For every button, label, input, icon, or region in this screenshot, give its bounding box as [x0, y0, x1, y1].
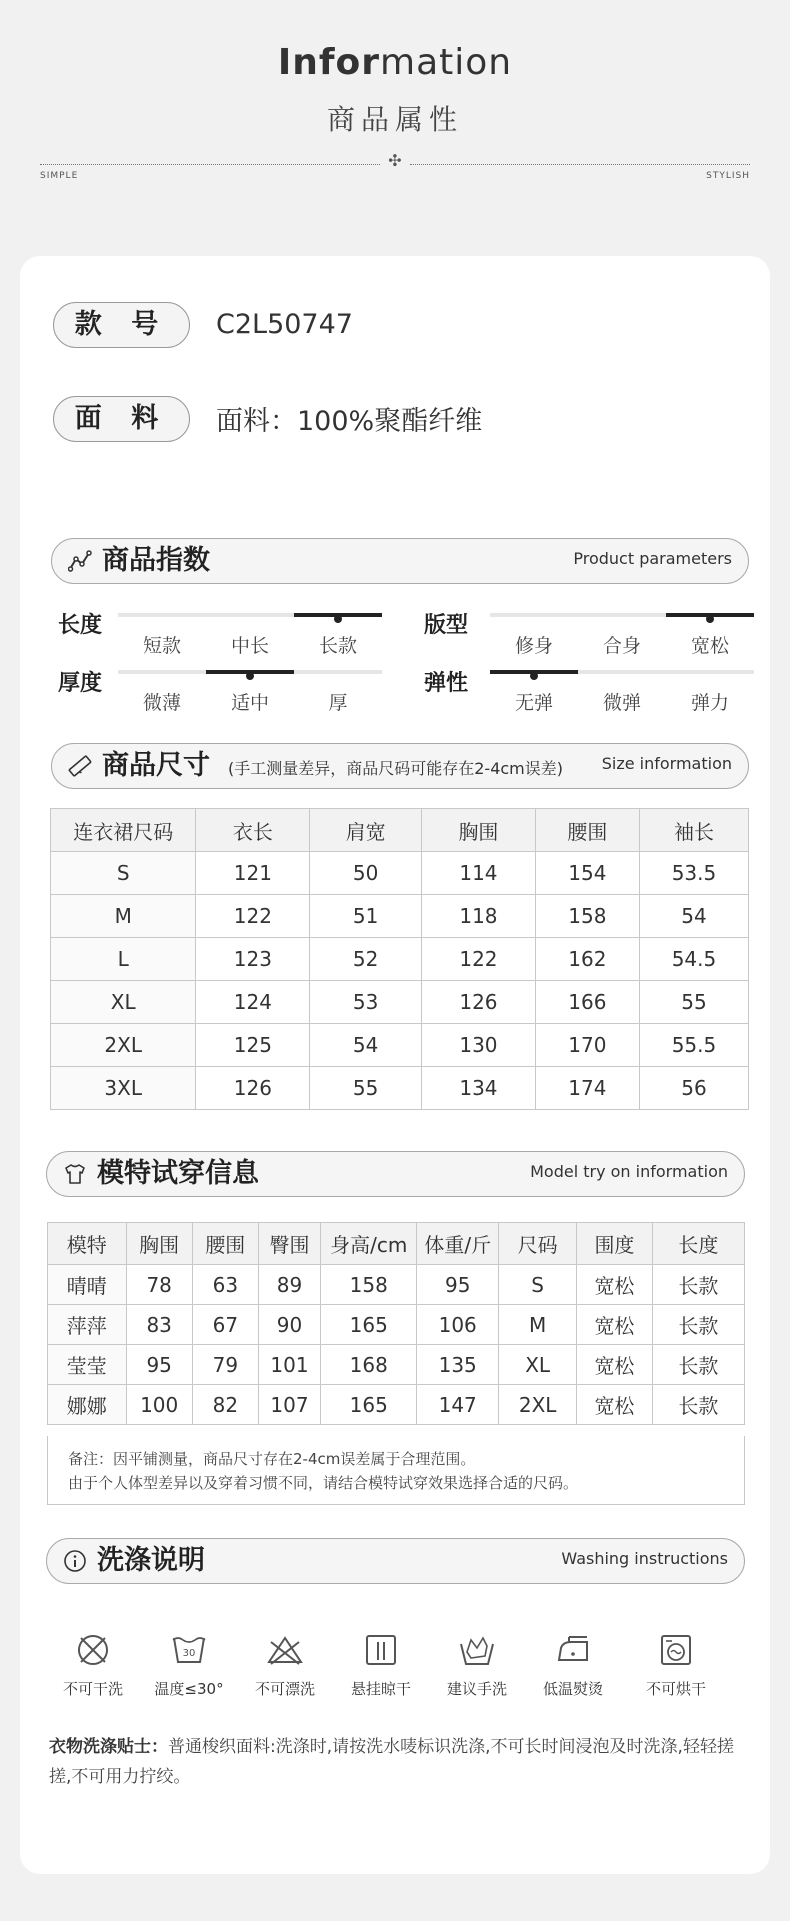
table-cell: 114 [422, 852, 536, 895]
style-number-value: C2L50747 [216, 309, 353, 340]
no-bleach-icon [265, 1630, 305, 1670]
table-cell: 53.5 [639, 852, 748, 895]
table-cell: 121 [196, 852, 310, 895]
param-option: 弹力 [690, 692, 729, 714]
care-tips-label: 衣物洗涤贴士： [49, 1737, 168, 1757]
table-cell: M [499, 1305, 577, 1345]
table-cell: 3XL [51, 1067, 196, 1110]
model-header-cell: 腰围 [192, 1223, 258, 1265]
table-cell: S [499, 1265, 577, 1305]
param-option: 中长 [230, 635, 269, 657]
table-cell: 124 [196, 981, 310, 1024]
care-tips-text: 普通梭织面料:洗涤时,请按洗水唛标识洗涤,不可长时间浸泡及时洗涤,轻轻搓搓,不可用力拧绞。 [49, 1737, 734, 1787]
size-header-cell: 连衣裙尺码 [51, 809, 196, 852]
wash-label: 悬挂晾干 [350, 1680, 411, 1698]
table-cell: 165 [321, 1305, 417, 1345]
table-cell: XL [51, 981, 196, 1024]
model-info-title: 模特试穿信息 [97, 1158, 259, 1189]
param-label: 弹性 [424, 671, 469, 696]
svg-text:30: 30 [182, 1648, 196, 1659]
table-cell: 54.5 [639, 938, 748, 981]
table-cell: 100 [126, 1385, 192, 1425]
washing-title: 洗涤说明 [97, 1545, 205, 1576]
table-cell: 107 [258, 1385, 320, 1425]
param-option: 微弹 [602, 692, 641, 714]
size-info-header [51, 743, 749, 789]
table-cell: 55 [310, 1067, 422, 1110]
wash-label: 低温熨烫 [542, 1680, 603, 1698]
table-cell: 135 [417, 1345, 499, 1385]
model-table [47, 1222, 745, 1425]
divider-left [40, 164, 380, 165]
table-cell: 130 [422, 1024, 536, 1067]
washing-header [46, 1538, 745, 1584]
table-cell: 52 [310, 938, 422, 981]
wash-item [245, 1630, 325, 1699]
low-iron-icon [553, 1630, 593, 1670]
wash-item [149, 1630, 229, 1699]
table-row [48, 1345, 745, 1385]
table-cell: 宽松 [577, 1345, 653, 1385]
table-cell: 174 [535, 1067, 639, 1110]
table-cell: 2XL [51, 1024, 196, 1067]
title-rest: mation [380, 42, 513, 83]
table-cell: 125 [196, 1024, 310, 1067]
table-cell: 67 [192, 1305, 258, 1345]
table-cell: 宽松 [577, 1305, 653, 1345]
table-cell: 2XL [499, 1385, 577, 1425]
table-cell: 165 [321, 1385, 417, 1425]
table-cell: L [51, 938, 196, 981]
table-cell: 娜娜 [48, 1385, 127, 1425]
param-option: 短款 [142, 635, 181, 657]
param-option: 合身 [602, 635, 641, 657]
table-cell: 长款 [652, 1345, 744, 1385]
model-note-2: 由于个人体型差异以及穿着习惯不同，请结合模特试穿效果选择合适的尺码。 [68, 1474, 579, 1492]
table-cell: 82 [192, 1385, 258, 1425]
fabric-label: 面 料 [53, 396, 190, 442]
param-label: 长度 [58, 613, 103, 638]
table-cell: 168 [321, 1345, 417, 1385]
no-tumble-dry-icon [656, 1630, 696, 1670]
model-header-row [48, 1223, 745, 1265]
table-cell: 95 [417, 1265, 499, 1305]
crosshair-icon: ✣ [388, 151, 402, 170]
param-option: 修身 [514, 635, 553, 657]
table-cell: 晴晴 [48, 1265, 127, 1305]
shirt-icon [63, 1162, 87, 1186]
ruler-icon [68, 754, 92, 778]
fabric-value: 面料：100%聚酯纤维 [216, 406, 483, 437]
model-header-cell: 体重/斤 [417, 1223, 499, 1265]
wash-item [341, 1630, 421, 1699]
table-cell: 126 [196, 1067, 310, 1110]
table-cell: 170 [535, 1024, 639, 1067]
model-header-cell: 身高/cm [321, 1223, 417, 1265]
product-parameters-title-en: Product parameters [573, 549, 732, 568]
table-cell: 89 [258, 1265, 320, 1305]
size-table [50, 808, 749, 1110]
simple-tag: SIMPLE [40, 171, 79, 181]
param-option: 无弹 [514, 692, 553, 714]
hand-wash-icon [457, 1630, 497, 1670]
table-cell: 55 [639, 981, 748, 1024]
page-title [0, 42, 790, 83]
table-cell: XL [499, 1345, 577, 1385]
table-cell: M [51, 895, 196, 938]
wash-label: 不可干洗 [62, 1680, 123, 1698]
param-option: 宽松 [690, 635, 729, 657]
table-row [51, 1067, 749, 1110]
table-cell: 95 [126, 1345, 192, 1385]
model-header-cell: 长度 [652, 1223, 744, 1265]
table-row [51, 981, 749, 1024]
model-info-title-en: Model try on information [530, 1162, 728, 1181]
table-cell: 53 [310, 981, 422, 1024]
table-cell: 79 [192, 1345, 258, 1385]
table-cell: 158 [535, 895, 639, 938]
table-cell: 长款 [652, 1265, 744, 1305]
table-row [48, 1305, 745, 1345]
param-option: 长款 [318, 635, 357, 657]
product-parameters-title: 商品指数 [102, 545, 210, 576]
size-header-cell: 衣长 [196, 809, 310, 852]
param-selected-dot [246, 672, 254, 680]
table-cell: 147 [417, 1385, 499, 1425]
table-cell: 63 [192, 1265, 258, 1305]
table-cell: 宽松 [577, 1385, 653, 1425]
table-cell: 莹莹 [48, 1345, 127, 1385]
info-circle-icon [63, 1549, 87, 1573]
table-cell: 126 [422, 981, 536, 1024]
param-label: 版型 [424, 613, 469, 638]
size-info-title-en: Size information [601, 754, 732, 773]
wash-item [437, 1630, 517, 1699]
param-option: 适中 [230, 692, 269, 714]
param-option: 厚 [328, 692, 348, 714]
product-parameters-header [51, 538, 749, 584]
care-tips [49, 1732, 755, 1792]
trend-line-icon [68, 549, 92, 573]
title-bold: Infor [277, 42, 381, 83]
table-cell: S [51, 852, 196, 895]
no-dry-clean-icon [73, 1630, 113, 1670]
wash-item [53, 1630, 133, 1699]
param-selected-dot [706, 615, 714, 623]
table-cell: 134 [422, 1067, 536, 1110]
table-cell: 宽松 [577, 1265, 653, 1305]
table-cell: 56 [639, 1067, 748, 1110]
table-cell: 118 [422, 895, 536, 938]
wash-30-icon [169, 1630, 209, 1670]
table-row [51, 938, 749, 981]
table-cell: 106 [417, 1305, 499, 1345]
table-cell: 50 [310, 852, 422, 895]
table-cell: 166 [535, 981, 639, 1024]
size-header-cell: 胸围 [422, 809, 536, 852]
table-row [51, 895, 749, 938]
table-cell: 162 [535, 938, 639, 981]
style-number-label: 款 号 [53, 302, 190, 348]
param-selected-dot [334, 615, 342, 623]
wash-label: 不可烘干 [645, 1680, 706, 1698]
page-subtitle: 商品属性 [326, 103, 463, 136]
size-info-note: (手工测量差异，商品尺码可能存在2-4cm误差) [228, 759, 564, 778]
model-header-cell: 胸围 [126, 1223, 192, 1265]
table-cell: 萍萍 [48, 1305, 127, 1345]
size-header-row [51, 809, 749, 852]
table-cell: 54 [639, 895, 748, 938]
table-cell: 长款 [652, 1305, 744, 1345]
model-header-cell: 臀围 [258, 1223, 320, 1265]
table-cell: 83 [126, 1305, 192, 1345]
table-row [48, 1265, 745, 1305]
model-info-header [46, 1151, 745, 1197]
param-selected-dot [530, 672, 538, 680]
model-header-cell: 围度 [577, 1223, 653, 1265]
table-cell: 90 [258, 1305, 320, 1345]
table-cell: 122 [422, 938, 536, 981]
size-header-cell: 肩宽 [310, 809, 422, 852]
table-cell: 78 [126, 1265, 192, 1305]
table-cell: 101 [258, 1345, 320, 1385]
size-info-title: 商品尺寸 [102, 750, 210, 781]
size-header-cell: 袖长 [639, 809, 748, 852]
stylish-tag: STYLISH [706, 171, 750, 181]
param-label: 厚度 [58, 671, 103, 696]
washing-title-en: Washing instructions [561, 1549, 728, 1568]
divider-right [410, 164, 750, 165]
hang-dry-icon [361, 1630, 401, 1670]
wash-item [636, 1630, 716, 1699]
table-cell: 51 [310, 895, 422, 938]
model-note-box [47, 1436, 745, 1505]
table-row [51, 1024, 749, 1067]
table-cell: 154 [535, 852, 639, 895]
table-cell: 158 [321, 1265, 417, 1305]
wash-label: 建议手洗 [446, 1680, 507, 1698]
table-cell: 122 [196, 895, 310, 938]
wash-item [533, 1630, 613, 1699]
model-header-cell: 尺码 [499, 1223, 577, 1265]
wash-label: 不可漂洗 [254, 1680, 315, 1698]
table-cell: 长款 [652, 1385, 744, 1425]
table-cell: 123 [196, 938, 310, 981]
param-option: 微薄 [142, 692, 181, 714]
model-header-cell: 模特 [48, 1223, 127, 1265]
model-note-1: 备注：因平铺测量，商品尺寸存在2-4cm误差属于合理范围。 [68, 1450, 476, 1468]
table-cell: 55.5 [639, 1024, 748, 1067]
table-cell: 54 [310, 1024, 422, 1067]
size-header-cell: 腰围 [535, 809, 639, 852]
table-row [48, 1385, 745, 1425]
wash-label: 温度≤30° [154, 1680, 224, 1698]
table-row [51, 852, 749, 895]
